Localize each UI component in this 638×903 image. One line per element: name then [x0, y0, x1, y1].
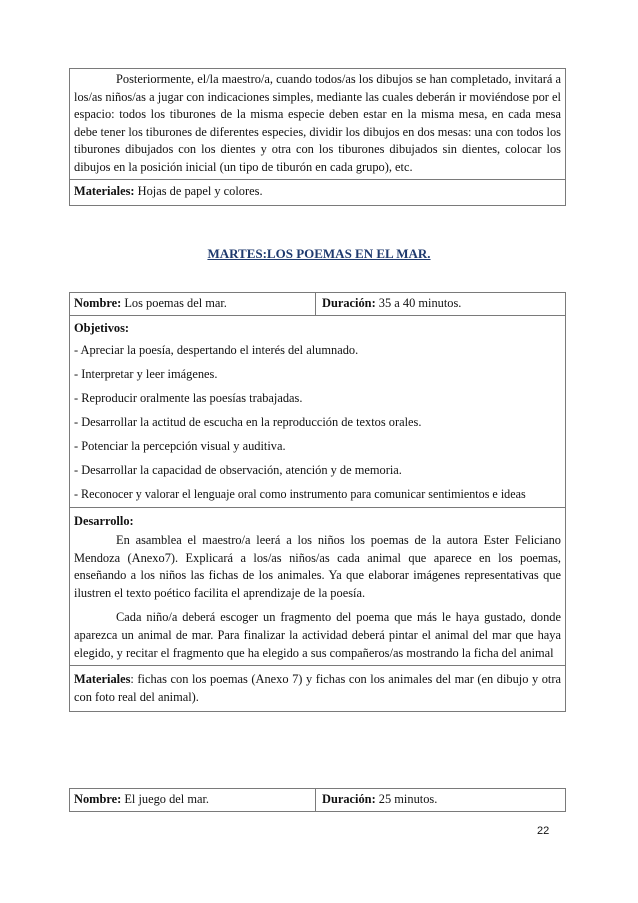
name-value: El juego del mar.: [121, 792, 210, 806]
objective-item: - Desarrollar la actitud de escucha en la reproducción de textos orales.: [74, 415, 422, 429]
activity-header-row: [70, 789, 565, 811]
objective-item: - Apreciar la poesía, despertando el interés del alumnado.: [74, 343, 359, 357]
objective-item: - Potenciar la percepción visual y auditiva.: [74, 439, 286, 453]
duration-cell: [316, 293, 565, 315]
name-value: Los poemas del mar.: [121, 296, 227, 310]
objective-item: - Interpretar y leer imágenes.: [74, 367, 218, 381]
materials-text: Hojas de papel y colores.: [134, 183, 263, 198]
activity-materials-text: : fichas con los poemas (Anexo 7) y fichas con los animales del mar (en dibujo y otra con foto real del animal).: [74, 672, 561, 704]
duration-label: Duración:: [322, 296, 376, 310]
duration-value: 35 a 40 minutos.: [375, 296, 462, 310]
name-label: Nombre:: [74, 792, 122, 806]
objectives-label: Objetivos:: [74, 321, 130, 335]
section-heading: MARTES:LOS POEMAS EN EL MAR.: [207, 246, 431, 261]
page-number: 22: [537, 825, 550, 837]
development-paragraph-1: En asamblea el maestro/a leerá a los niños los poemas de la autora Ester Feliciano Mendoza (Anexo7). Explicará a los/as niños/as cada animal que aparece en los poemas, enseñando a los niños las fichas de los animales. Ya que elaborar imágenes representativas que ilustren el texto poético facilita el aprendizaje de la poesía.: [74, 533, 561, 600]
duration-value: 25 minutos.: [375, 792, 438, 806]
duration-cell: [316, 789, 565, 811]
activity-sea-game-box: [69, 788, 566, 812]
activity-continuation-box: [69, 68, 566, 206]
development-cell: [70, 507, 565, 665]
objective-item: - Reconocer y valorar el lenguaje oral como instrumento para comunicar sentimientos e ideas: [74, 487, 526, 501]
activity-materials-label: Materiales: [74, 672, 131, 687]
objectives-cell: [70, 315, 565, 507]
objective-item: - Reproducir oralmente las poesías trabajadas.: [74, 391, 303, 405]
materials-cell: [70, 179, 565, 206]
activity-materials-line: [74, 671, 561, 706]
activity-poems-box: [69, 292, 566, 712]
name-cell: [70, 293, 316, 315]
development-label: Desarrollo:: [74, 514, 134, 528]
materials-label: Materiales:: [74, 183, 135, 198]
activity-materials-cell: [70, 665, 565, 711]
objective-item: - Desarrollar la capacidad de observación, atención y de memoria.: [74, 463, 402, 477]
activity-header-row: [70, 293, 565, 315]
continuation-text-cell: [70, 69, 565, 179]
name-cell: [70, 789, 316, 811]
continuation-paragraph: Posteriormente, el/la maestro/a, cuando todos/as los dibujos se han completado, invitará a los/as niños/as a jugar con indicaciones simples, mediante las cuales deberán ir moviéndose por el espacio: todos los tiburones de la misma especie deben estar en la misma mesa, en cada mesa debe tener los tiburones de diferentes especies, dividir los dibujos en dos mesas: una con todos los tiburones dibujados con los dientes y otra con los tiburones dibujados sin dientes, colocar los dibujos en la posición inicial (un tipo de tiburón en cada grupo), etc.: [74, 72, 561, 174]
duration-label: Duración:: [322, 792, 376, 806]
development-paragraph-2: Cada niño/a deberá escoger un fragmento del poema que más le haya gustado, donde aparezca un animal de mar. Para finalizar la actividad deberá pintar el animal del mar que haya elegido, y recitar el fragmento que ha elegido a sus compañeros/as mostrando la ficha del animal: [74, 610, 561, 660]
materials-line: [74, 183, 561, 201]
name-label: Nombre:: [74, 296, 122, 310]
